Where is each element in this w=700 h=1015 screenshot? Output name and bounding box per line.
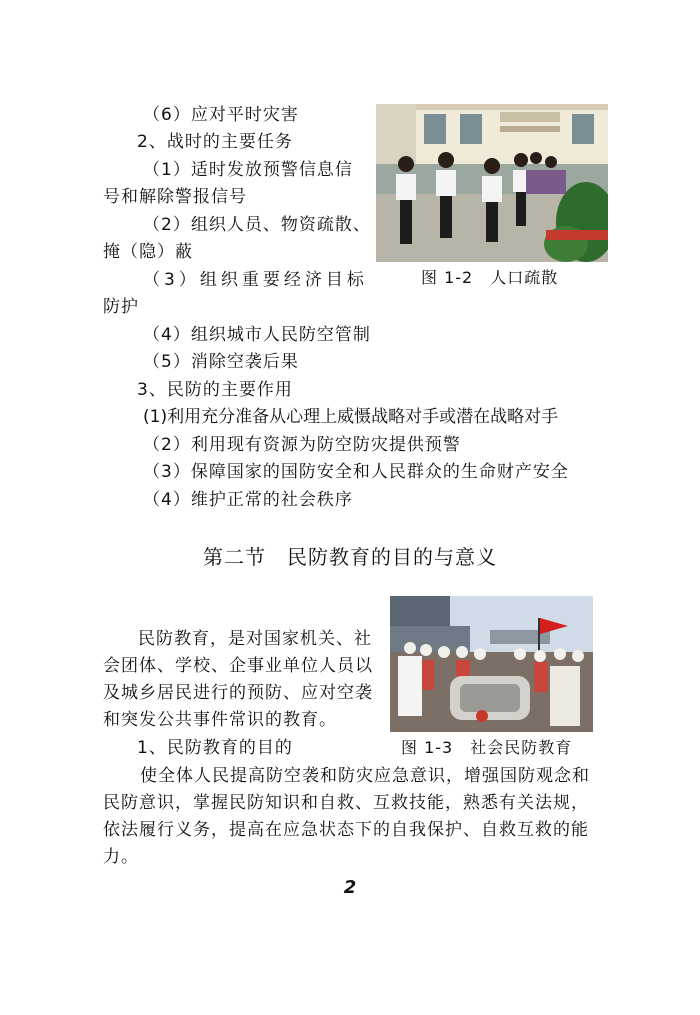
intro-paragraph-line4: 和突发公共事件常识的教育。 [103,710,337,730]
role-item-3: （3）保障国家的国防安全和人民群众的生命财产安全 [143,462,569,482]
subheading-wartime-tasks: 2、战时的主要任务 [137,132,293,152]
task-item-2-line1: （2）组织人员、物资疏散、 [143,215,371,235]
role-item-2: （2）利用现有资源为防空防灾提供预警 [143,435,461,455]
list-item-disaster-response: （6）应对平时灾害 [143,105,299,125]
task-item-3-line1: （3）组织重要经济目标 [143,270,368,290]
subheading-main-roles: 3、民防的主要作用 [137,380,293,400]
task-item-1-line1: （1）适时发放预警信息信 [143,160,353,180]
purpose-paragraph-line1: 使全体人民提高防空袭和防灾应急意识，增强国防观念和 [140,766,590,786]
evacuation-photo [376,104,608,262]
purpose-paragraph-line3: 依法履行义务，提高在应急状态下的自我保护、自救互救的能 [103,820,589,840]
task-item-4: （4）组织城市人民防空管制 [143,325,371,345]
figure-caption-education: 图 1-3 社会民防教育 [401,738,573,757]
section-title: 第二节 民防教育的目的与意义 [203,545,497,569]
intro-paragraph-line2: 会团体、学校、企事业单位人员以 [103,656,373,676]
subheading-education-purpose: 1、民防教育的目的 [137,738,293,758]
task-item-2-line2: 掩（隐）蔽 [103,242,193,262]
role-item-1: (1)利用充分准备从心理上威慑战略对手或潜在战略对手 [143,407,559,427]
role-item-4: （4）维护正常的社会秩序 [143,490,353,510]
intro-paragraph-line3: 及城乡居民进行的预防、应对空袭 [103,683,373,703]
task-item-5: （5）消除空袭后果 [143,352,299,372]
purpose-paragraph-line4: 力。 [103,847,139,867]
civil-defense-education-photo [390,596,593,732]
task-item-1-line2: 号和解除警报信号 [103,187,247,207]
figure-caption-evacuation: 图 1-2 人口疏散 [421,268,559,287]
purpose-paragraph-line2: 民防意识，掌握民防知识和自救、互救技能，熟悉有关法规， [103,793,589,813]
page-number: 2 [343,877,357,898]
task-item-3-line2: 防护 [103,297,139,317]
intro-paragraph-line1: 民防教育，是对国家机关、社 [138,629,372,649]
